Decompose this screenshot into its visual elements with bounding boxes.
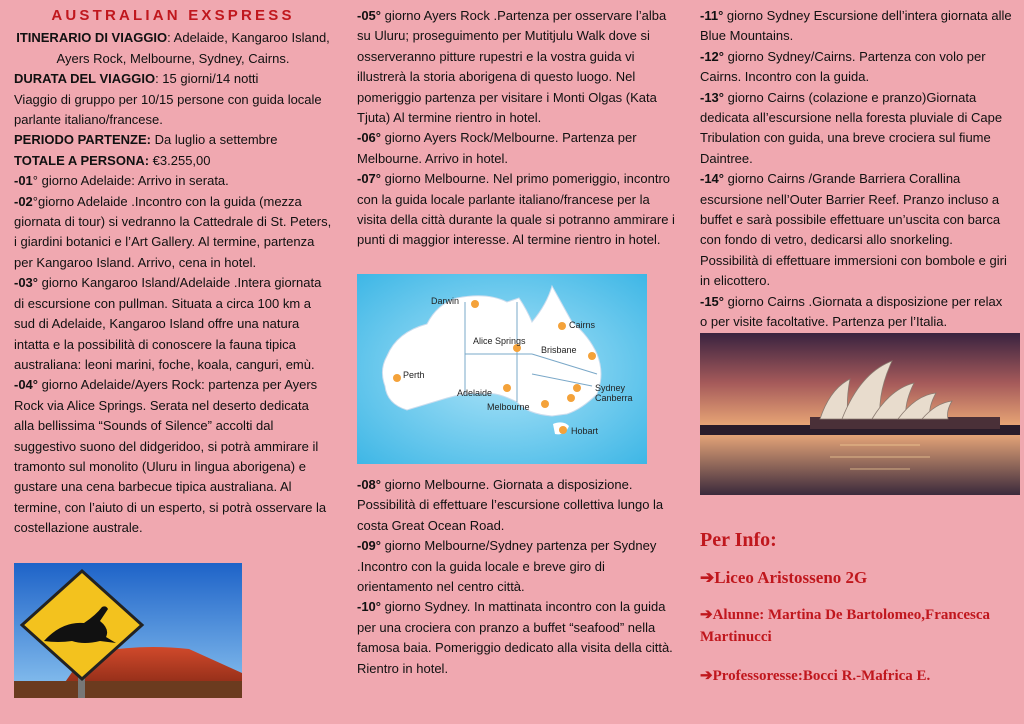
column-middle-bottom — [357, 475, 675, 679]
map-label: Perth — [403, 370, 425, 380]
day-text: giorno Sydney/Cairns. Partenza con volo per Cairns. Incontro con la guida. — [700, 48, 986, 85]
day-item — [357, 597, 675, 679]
column-middle — [357, 6, 675, 251]
day-text: giorno Cairns .Giornata a disposizione per relax o per visite facoltative. Partenza per l’Italia. — [700, 293, 1003, 330]
map-label: Darwin — [431, 296, 460, 306]
map-label: Hobart — [571, 426, 599, 436]
page-title: AUSTRALIAN EXSPRESS — [51, 7, 295, 24]
group-info: Viaggio di gruppo per 10/15 persone con guida locale parlante italiano/francese. — [14, 91, 322, 128]
total-value: €3.255,00 — [149, 152, 211, 168]
day-text: giorno Adelaide/Ayers Rock: partenza per Ayers Rock via Alice Springs. Serata nel deserto dedicata alla bellissima “Sounds of Silence” accolti dal suggestivo suono del didgeridoo, si potrà ammirare il tramonto sul monolito (Uluru in lingua aborigena) e gustare una cena barbecue tipica australiana. Al termine, con l’aiuto di un esperto, si potrà osservare la costellazione australe. — [14, 377, 327, 536]
day-number: -04° — [14, 377, 38, 393]
day-number: -03° — [14, 275, 38, 291]
day-item — [700, 88, 1012, 170]
day-text: giorno Ayers Rock .Partenza per osservare l’alba su Uluru; proseguimento per Mutitjulu Walk dove si osserveranno pitture rupestri e la vostra guida vi illustrerà la storia aborigena di questo luogo. Nel pomeriggio partenza per visitare i Monti Olgas (Kata Tjuta) Al termine rientro in hotel. — [357, 8, 667, 126]
info-school — [700, 568, 1020, 588]
day-number: -02 — [14, 193, 33, 209]
day-number: -01 — [14, 173, 33, 189]
info-students — [700, 604, 1020, 648]
day-text: giorno Melbourne/Sydney partenza per Sydney .Incontro con la guida locale e breve giro di orientamento nel centro città. — [357, 538, 657, 595]
day-number: -08° — [357, 477, 381, 492]
duration — [14, 69, 332, 89]
total-label: TOTALE A PERSONA: — [14, 152, 150, 168]
day-text: giorno Melbourne. Nel primo pomeriggio, incontro con la guida locale parlante italiano/francese per la visita della città durante la quale si potranno ammirare i punti di maggior interesse. Al termine rientro in hotel. — [357, 171, 675, 248]
day-item — [357, 475, 675, 536]
day-item — [14, 375, 332, 538]
map-label: Brisbane — [541, 345, 577, 355]
day-number: -06° — [357, 130, 381, 146]
itinerary-label: ITINERARIO DI VIAGGIO — [16, 30, 168, 46]
day-item — [357, 536, 675, 597]
column-left — [14, 6, 332, 539]
sydney-opera-house-photo — [700, 333, 1020, 495]
arrow-right-icon: ➔ — [700, 607, 713, 623]
day-text: giorno Melbourne. Giornata a disposizione. Possibilità di effettuare l’escursione collettiva lungo la costa Great Ocean Road. — [357, 477, 664, 533]
arrow-right-icon: ➔ — [700, 568, 715, 587]
students-names: Alunne: Martina De Bartolomeo,Francesca Martinucci — [700, 607, 991, 645]
kangaroo-sign-photo — [14, 563, 242, 698]
school-name: Liceo Aristosseno 2G — [714, 568, 868, 587]
total-price — [14, 151, 332, 171]
itinerary — [14, 28, 332, 69]
day-item — [700, 292, 1012, 333]
day-number: -05° — [357, 8, 381, 23]
day-number: -12° — [700, 48, 724, 64]
day-number: -15° — [700, 293, 724, 309]
map-label: Alice Springs — [473, 336, 526, 346]
map-label: Melbourne — [487, 402, 530, 412]
day-number: -14° — [700, 171, 724, 187]
period-value: Da luglio a settembre — [151, 132, 278, 148]
day-text: giorno Sydney. In mattinata incontro con la guida per una crociera con pranzo a buffet “seafood” nella famosa baia. Pomeriggio dedicato alla visita della città. Rientro in hotel. — [357, 599, 673, 676]
day-text: giorno Ayers Rock/Melbourne. Partenza per Melbourne. Arrivo in hotel. — [357, 130, 637, 166]
info-teachers — [700, 666, 1020, 686]
day-text: giorno Sydney Escursione dell’intera giornata alle Blue Mountains. — [700, 8, 1012, 44]
day-number: -13° — [700, 89, 724, 105]
period — [14, 130, 332, 150]
day-item — [700, 47, 1012, 88]
day-item — [14, 273, 332, 375]
map-label: Cairns — [569, 320, 596, 330]
map-label: Canberra — [595, 393, 633, 403]
day-text: giorno Cairns (colazione e pranzo)Giornata dedicata all’escursione nella foresta pluviale di Cape Tribulation con guida, una breve crociera sul fiume Daintree. — [700, 89, 1003, 166]
period-label: PERIODO PARTENZE: — [14, 132, 151, 148]
duration-label: DURATA DEL VIAGGIO — [14, 71, 156, 87]
day-item — [357, 169, 675, 251]
day-item — [14, 171, 332, 191]
day-number: -10° — [357, 599, 381, 615]
day-item — [700, 169, 1012, 291]
day-text: giorno Kangaroo Island/Adelaide .Intera giornata di escursione con pullman. Situata a circa 100 km a sud di Adelaide, Kangaroo Island offre una natura intatta e la possibilità di conoscere la fauna tipica australiana: leoni marini, foche, koala, canguri, emù. — [14, 275, 322, 372]
arrow-right-icon: ➔ — [700, 668, 713, 684]
day-number: -09° — [357, 538, 381, 554]
day-item — [14, 192, 332, 274]
teachers-names: Professoresse:Bocci R.-Mafrica E. — [712, 668, 931, 684]
day-number: -11° — [700, 8, 724, 23]
day-text: ° giorno Adelaide: Arrivo in serata. — [32, 173, 229, 189]
day-text: giorno Cairns /Grande Barriera Corallina escursione nell’Outer Barrier Reef. Pranzo incluso a buffet e sarà possibile effettuare un’uscita con barca con fondo di vetro, dedicarsi allo snorkeling. Possibilità di effettuare immersioni con bombole e giri in elicottero. — [700, 171, 1007, 289]
info-heading: Per Info: — [700, 529, 777, 551]
itinerary-value: : Adelaide, Kangaroo Island, Ayers Rock, Melbourne, Sydney, Cairns. — [56, 30, 330, 66]
day-item — [357, 128, 675, 169]
australia-map — [357, 274, 647, 464]
column-right — [700, 6, 1012, 333]
map-label: Adelaide — [457, 388, 493, 398]
day-text: °giorno Adelaide .Incontro con la guida (mezza giornata di tour) si vedranno la Cattedrale di St. Peters, i giardini botanici e l’Art Gallery. Al termine, partenza per Kangaroo Island. Arrivo, cena in hotel. — [14, 193, 332, 270]
day-item — [357, 6, 675, 128]
duration-value: : 15 giorni/14 notti — [155, 71, 259, 87]
day-number: -07° — [357, 171, 381, 187]
day-item — [700, 6, 1012, 47]
map-label: Sydney — [595, 383, 626, 393]
